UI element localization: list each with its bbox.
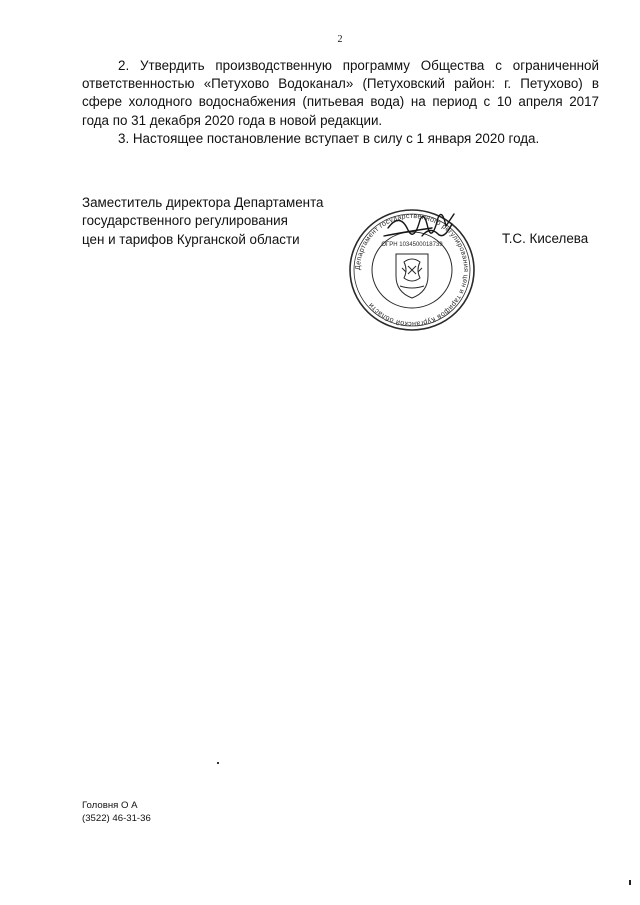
seal-outer-textpath: Департамент государственного регулирования цен и тарифов Курганской области — [354, 212, 470, 328]
signature-position — [82, 194, 342, 249]
executor-name: Головня О А — [82, 800, 138, 811]
scan-speck — [217, 762, 219, 764]
page-number: 2 — [337, 34, 343, 45]
paragraph-3: 3. Настоящее постановление вступает в силу с 1 января 2020 года. — [118, 130, 540, 146]
scan-edge-mark — [629, 880, 631, 885]
position-line: государственного регулирования — [82, 213, 288, 229]
executor-phone: (3522) 46-31-36 — [82, 813, 151, 824]
signer-name: Т.С. Киселева — [502, 231, 589, 246]
seal-inner-text: ОГРН 1034500018739 — [381, 242, 443, 248]
coat-of-arms-icon — [396, 254, 428, 298]
executor-footer — [82, 799, 151, 825]
document-body — [82, 57, 599, 148]
position-line: цен и тарифов Курганской области — [82, 231, 300, 247]
official-seal-icon — [344, 206, 480, 334]
paragraph-2: 2. Утвердить производственную программу Общества с ограниченной ответственностью «Петухово Водоканал» (Петуховский район: г. Петухово) в сфере холодного водоснабжения (питьевая вода) на период с 10 апреля 2017 года по 31 декабря 2020 года в новой редакции. — [82, 58, 599, 128]
position-line: Заместитель директора Департамента — [82, 195, 324, 210]
